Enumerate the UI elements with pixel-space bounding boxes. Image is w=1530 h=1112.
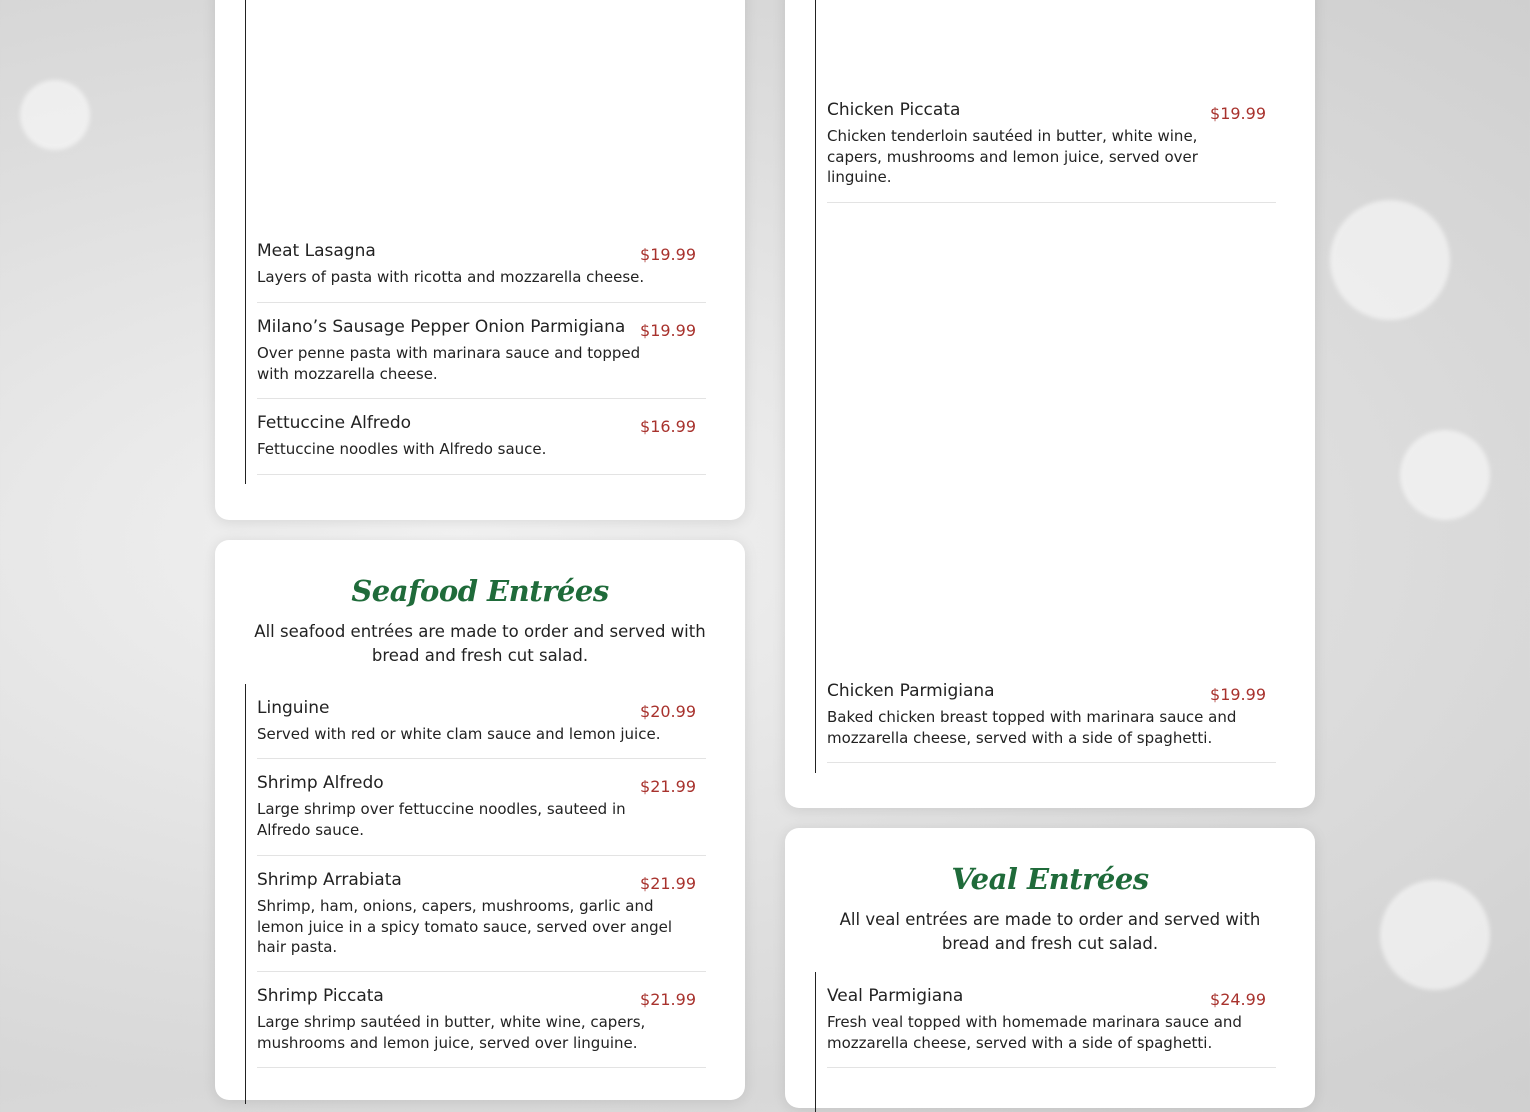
menu-item-price: $19.99 xyxy=(1210,685,1266,704)
menu-item-price: $21.99 xyxy=(640,874,696,893)
menu-item-description: Shrimp, ham, onions, capers, mushrooms, garlic and lemon juice in a spicy tomato sauce, served over angel hair pasta. xyxy=(257,897,672,956)
menu-item-name: Meat Lasagna xyxy=(257,241,376,261)
background-bokeh xyxy=(1380,880,1490,990)
menu-item-description: Fresh veal topped with homemade marinara sauce and mozzarella cheese, served with a side of spaghetti. xyxy=(827,1013,1242,1052)
menu-item-name: Shrimp Arrabiata xyxy=(257,870,402,890)
menu-item-price: $19.99 xyxy=(640,321,696,340)
menu-item-name: Chicken Piccata xyxy=(827,100,961,120)
menu-item xyxy=(827,681,1276,763)
background-bokeh xyxy=(1400,430,1490,520)
menu-item-description: Fettuccine noodles with Alfredo sauce. xyxy=(257,440,547,458)
section-intro: All seafood entrées are made to order and served with bread and fresh cut salad. xyxy=(254,622,706,665)
chicken-entrees-card xyxy=(785,0,1315,808)
menu-item-description: Served with red or white clam sauce and lemon juice. xyxy=(257,725,661,743)
background-bokeh xyxy=(20,80,90,150)
menu-item-price: $19.99 xyxy=(1210,104,1266,123)
menu-item-name: Fettuccine Alfredo xyxy=(257,413,412,433)
menu-item-price: $20.99 xyxy=(640,702,696,721)
seafood-entrees-card xyxy=(215,540,745,1100)
menu-item-description: Baked chicken breast topped with marinara sauce and mozzarella cheese, served with a side of spaghetti. xyxy=(827,708,1237,747)
veal-entrees-card xyxy=(785,828,1315,1108)
seafood-menu-list xyxy=(245,684,706,1104)
menu-item-price: $24.99 xyxy=(1210,990,1266,1009)
menu-item-price: $21.99 xyxy=(640,777,696,796)
menu-item-name: Milano’s Sausage Pepper Onion Parmigiana xyxy=(257,317,626,337)
menu-item xyxy=(257,870,706,972)
menu-item-name: Shrimp Piccata xyxy=(257,986,384,1006)
veal-menu-list xyxy=(815,972,1276,1112)
menu-item xyxy=(257,698,706,759)
menu-item-description: Over penne pasta with marinara sauce and topped with mozzarella cheese. xyxy=(257,344,641,383)
menu-item-description: Chicken tenderloin sautéed in butter, white wine, capers, mushrooms and lemon juice, served over linguine. xyxy=(827,127,1198,186)
menu-item xyxy=(827,986,1276,1068)
menu-item xyxy=(257,986,706,1068)
menu-item-description: Large shrimp sautéed in butter, white wine, capers, mushrooms and lemon juice, served over linguine. xyxy=(257,1013,646,1052)
section-intro: All veal entrées are made to order and served with bread and fresh cut salad. xyxy=(839,910,1261,953)
menu-item xyxy=(257,317,706,399)
menu-item xyxy=(257,773,706,856)
menu-item-name: Shrimp Alfredo xyxy=(257,773,384,793)
menu-item-price: $16.99 xyxy=(640,417,696,436)
pasta-entrees-card xyxy=(215,0,745,520)
menu-item-description: Layers of pasta with ricotta and mozzarella cheese. xyxy=(257,268,645,286)
menu-item-name: Chicken Parmigiana xyxy=(827,681,995,701)
menu-item xyxy=(827,100,1276,203)
menu-item-price: $21.99 xyxy=(640,990,696,1009)
chicken-menu-list xyxy=(815,0,1276,773)
section-title: Veal Entrées xyxy=(951,862,1149,896)
menu-item-name: Veal Parmigiana xyxy=(827,986,964,1006)
background-bokeh xyxy=(1330,200,1450,320)
menu-item xyxy=(257,241,706,303)
menu-item-price: $19.99 xyxy=(640,245,696,264)
pasta-menu-list xyxy=(245,0,706,484)
menu-item xyxy=(257,413,706,475)
menu-item-name: Linguine xyxy=(257,698,330,718)
menu-item-description: Large shrimp over fettuccine noodles, sauteed in Alfredo sauce. xyxy=(257,800,626,839)
section-title: Seafood Entrées xyxy=(351,574,609,608)
